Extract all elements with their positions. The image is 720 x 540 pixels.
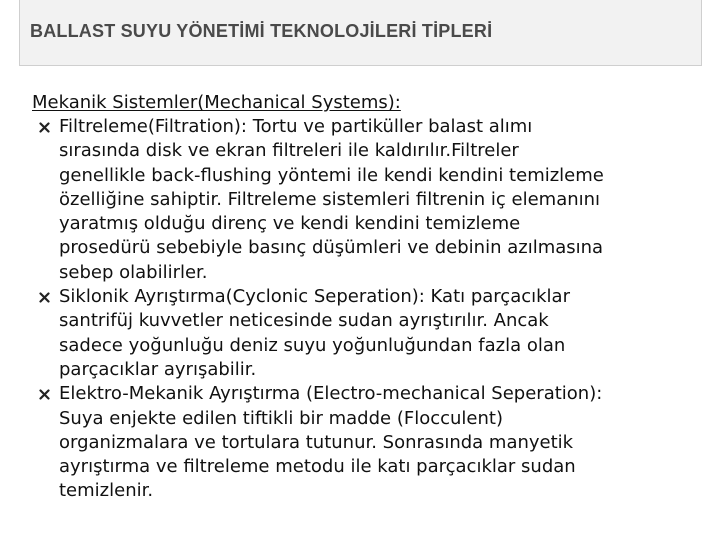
slide-title: BALLAST SUYU YÖNETİMİ TEKNOLOJİLERİ TİPLERİ xyxy=(30,21,493,41)
x-mark-icon xyxy=(39,122,50,133)
bullet-line: organizmalara ve tortulara tutunur. Sonrasında manyetik xyxy=(59,431,574,453)
bullet-line: temizlenir. xyxy=(59,480,154,502)
bullet-line: santrifüj kuvvetler neticesinde sudan ayrıştırılır. Ancak xyxy=(59,310,549,332)
bullet-line: sadece yoğunluğu deniz suyu yoğunluğundan fazla olan xyxy=(59,334,566,356)
section-heading: Mekanik Sistemler(Mechanical Systems): xyxy=(32,92,401,113)
bullet-item-cyclonic xyxy=(32,285,712,382)
x-mark-icon xyxy=(39,292,50,303)
bullet-line: yaratmış olduğu direnç ve kendi kendini temizleme xyxy=(59,213,521,235)
bullet-list xyxy=(32,115,712,504)
bullet-line: Elektro-Mekanik Ayrıştırma (Electro-mechanical Seperation): xyxy=(59,383,603,405)
bullet-line: ayrıştırma ve filtreleme metodu ile katı parçacıklar sudan xyxy=(59,456,576,478)
x-mark-icon xyxy=(39,389,50,400)
bullet-line: sırasında disk ve ekran filtreleri ile kaldırılır.Filtreler xyxy=(59,140,519,162)
bullet-item-filtration xyxy=(32,115,712,285)
bullet-line: genellikle back-flushing yöntemi ile kendi kendini temizleme xyxy=(59,164,604,186)
bullet-item-electro-mechanical xyxy=(32,382,712,503)
bullet-line: parçacıklar ayrışabilir. xyxy=(59,358,257,380)
bullet-line: sebep olabilirler. xyxy=(59,261,208,283)
bullet-line: Filtreleme(Filtration): Tortu ve partiküller balast alımı xyxy=(59,116,533,137)
title-banner xyxy=(19,0,702,66)
bullet-line: özelliğine sahiptir. Filtreleme sistemleri filtrenin iç elemanını xyxy=(59,188,601,210)
bullet-line: prosedürü sebebiyle basınç düşümleri ve debinin azılmasına xyxy=(59,237,604,259)
bullet-line: Suya enjekte edilen tiftikli bir madde (Flocculent) xyxy=(59,407,503,429)
bullet-line: Siklonik Ayrıştırma(Cyclonic Seperation): Katı parçacıklar xyxy=(59,286,570,308)
slide-content xyxy=(32,91,712,504)
